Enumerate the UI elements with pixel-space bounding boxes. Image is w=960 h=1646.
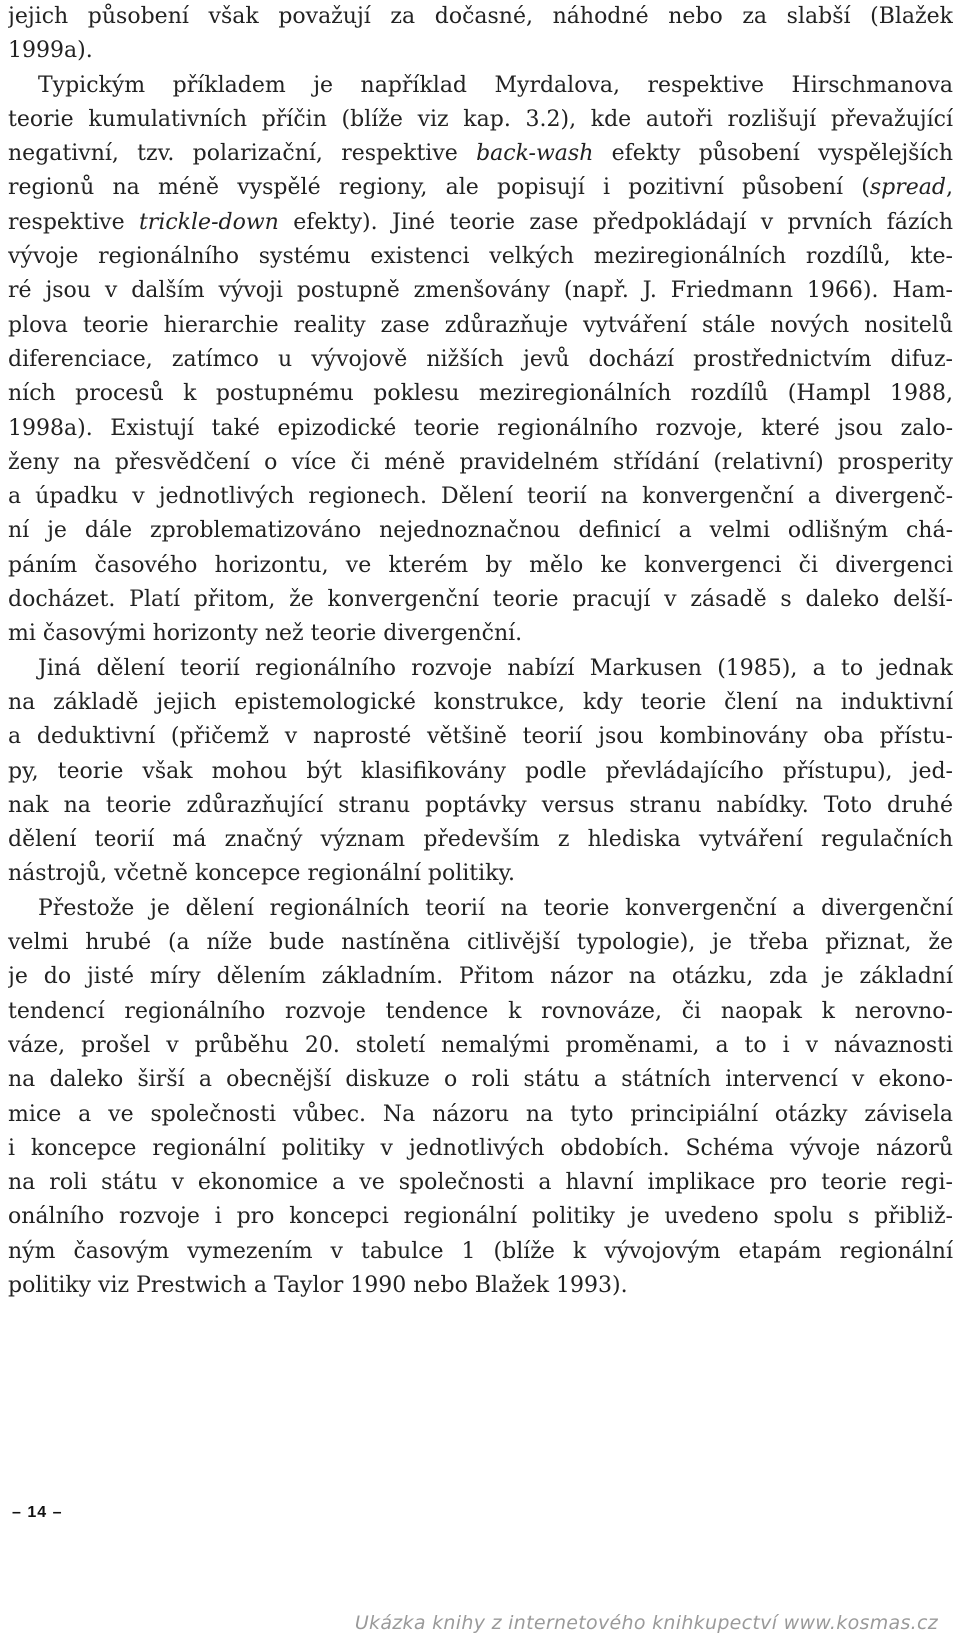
text-line (8, 1269, 953, 1303)
text-line-part: mice a ve společnosti vůbec. Na názoru na tyto principiální otázky závisela (8, 1101, 953, 1127)
text-line (8, 309, 953, 343)
text-line-part: tendencí regionálního rozvoje tendence k rovnováze, či naopak k nerovno- (8, 998, 953, 1024)
text-line-part: Přestože je dělení regionálních teorií na teorie konvergenční a divergenční (38, 895, 953, 921)
text-line (8, 0, 953, 34)
text-line-part: ní je dále zproblematizováno nejednoznačnou definicí a velmi odlišným chá- (8, 518, 953, 544)
text-line (8, 892, 953, 926)
text-line (8, 995, 953, 1029)
page-number: – 14 – (12, 1504, 63, 1521)
text-line (8, 480, 953, 514)
text-line-part: onálního rozvoje i pro koncepci regionální politiky je uvedeno spolu s přibliž- (8, 1204, 953, 1230)
text-line (8, 1029, 953, 1063)
text-line-part: nak na teorie zdůrazňující stranu poptávky versus stranu nabídky. Toto druhé (8, 792, 953, 818)
text-line (8, 514, 953, 548)
text-line (8, 240, 953, 274)
text-line (8, 549, 953, 583)
text-line (8, 857, 953, 891)
text-line-part: diferenciace, zatímco u vývojově nižších jevů dochází prostřednictvím difuz- (8, 346, 953, 372)
text-line-part: , (946, 175, 953, 201)
text-line (8, 412, 953, 446)
text-line (8, 1235, 953, 1269)
text-line-part: 1999a). (8, 38, 93, 64)
text-line (8, 274, 953, 308)
text-line (8, 1200, 953, 1234)
text-line (8, 823, 953, 857)
text-line-part: páním časového horizontu, ve kterém by mělo ke konvergenci či divergenci (8, 552, 953, 578)
footer-bookstore-note: Ukázka knihy z internetového knihkupectví www.kosmas.cz (354, 1612, 938, 1634)
text-line-part: velmi hrubé (a níže bude nastíněna citlivější typologie), je třeba přiznat, že (8, 930, 953, 956)
text-line (8, 103, 953, 137)
text-line-part: na roli státu v ekonomice a ve společnosti a hlavní implikace pro teorie regi- (8, 1170, 953, 1196)
text-line (8, 34, 953, 68)
text-line (8, 377, 953, 411)
text-line-part: py, teorie však mohou být klasifikovány podle převládajícího přístupu), jed- (8, 758, 953, 784)
text-line (8, 652, 953, 686)
text-line (8, 446, 953, 480)
italic-term: spread (869, 175, 946, 201)
text-line (8, 1132, 953, 1166)
text-line (8, 1166, 953, 1200)
text-line (8, 343, 953, 377)
text-line-part: a úpadku v jednotlivých regionech. Dělení teorií na konvergenční a divergenč- (8, 484, 953, 510)
text-line (8, 720, 953, 754)
text-line-part: Jiná dělení teorií regionálního rozvoje nabízí Markusen (1985), a to jednak (38, 655, 953, 681)
text-line-part: efekty působení vyspělejších (593, 141, 953, 167)
text-line-part: politiky viz Prestwich a Taylor 1990 nebo Blažek 1993). (8, 1272, 628, 1298)
text-line-part: mi časovými horizonty než teorie divergenční. (8, 621, 523, 647)
text-line (8, 137, 953, 171)
text-line-part: teorie kumulativních příčin (blíže viz kap. 3.2), kde autoři rozlišují převažující (8, 106, 953, 132)
text-line (8, 755, 953, 789)
text-line-part: 1998a). Existují také epizodické teorie regionálního rozvoje, které jsou zalo- (8, 415, 953, 441)
text-line (8, 1098, 953, 1132)
text-line (8, 206, 953, 240)
text-line-part: je do jisté míry dělením základním. Přitom názor na otázku, zda je základní (8, 964, 953, 990)
text-line-part: docházet. Platí přitom, že konvergenční teorie pracují v zásadě s daleko delší- (8, 587, 953, 613)
italic-term: back-wash (476, 141, 594, 167)
text-line (8, 686, 953, 720)
text-line-part: regionů na méně vyspělé regiony, ale popisují i pozitivní působení ( (8, 175, 870, 201)
body-text (8, 0, 953, 1303)
text-line (8, 617, 953, 651)
text-line (8, 926, 953, 960)
text-line (8, 171, 953, 205)
text-line-part: nástrojů, včetně koncepce regionální politiky. (8, 861, 515, 887)
text-line-part: ré jsou v dalším vývoji postupně zmenšovány (např. J. Friedmann 1966). Ham- (8, 278, 953, 304)
text-line-part: dělení teorií má značný význam především z hlediska vytváření regulačních (8, 827, 953, 853)
text-line-part: ženy na přesvědčení o více či méně pravidelném střídání (relativní) prosperity (8, 449, 953, 475)
text-line-part: vývoje regionálního systému existenci velkých meziregionálních rozdílů, kte- (8, 244, 953, 270)
text-line-part: a deduktivní (přičemž v naprosté většině teorií jsou kombinovány oba přístu- (8, 724, 953, 750)
text-line-part: váze, prošel v průběhu 20. století nemalými proměnami, a to i v návaznosti (8, 1032, 953, 1058)
text-line-part: i koncepce regionální politiky v jednotlivých obdobích. Schéma vývoje názorů (8, 1135, 953, 1161)
italic-term: trickle-down (138, 209, 279, 235)
text-line-part: ních procesů k postupnému poklesu meziregionálních rozdílů (Hampl 1988, (8, 381, 953, 407)
text-line-part: negativní, tzv. polarizační, respektive (8, 141, 477, 167)
text-line-part: respektive (8, 209, 139, 235)
text-line-part: na základě jejich epistemologické konstrukce, kdy teorie člení na induktivní (8, 689, 953, 715)
text-line-part: plova teorie hierarchie reality zase zdůrazňuje vytváření stále nových nositelů (8, 312, 953, 338)
text-line (8, 1063, 953, 1097)
text-line-part: jejich působení však považují za dočasné, náhodné nebo za slabší (Blažek (8, 4, 953, 29)
text-line-part: Typickým příkladem je například Myrdalova, respektive Hirschmanova (38, 72, 953, 98)
text-line (8, 789, 953, 823)
text-line-part: ným časovým vymezením v tabulce 1 (blíže k vývojovým etapám regionální (8, 1238, 953, 1264)
text-line (8, 583, 953, 617)
text-line (8, 69, 953, 103)
text-line-part: efekty). Jiné teorie zase předpokládají v prvních fázích (278, 209, 953, 235)
text-line-part: na daleko širší a obecnější diskuze o roli státu a státních intervencí v ekono- (8, 1067, 953, 1093)
text-line (8, 960, 953, 994)
